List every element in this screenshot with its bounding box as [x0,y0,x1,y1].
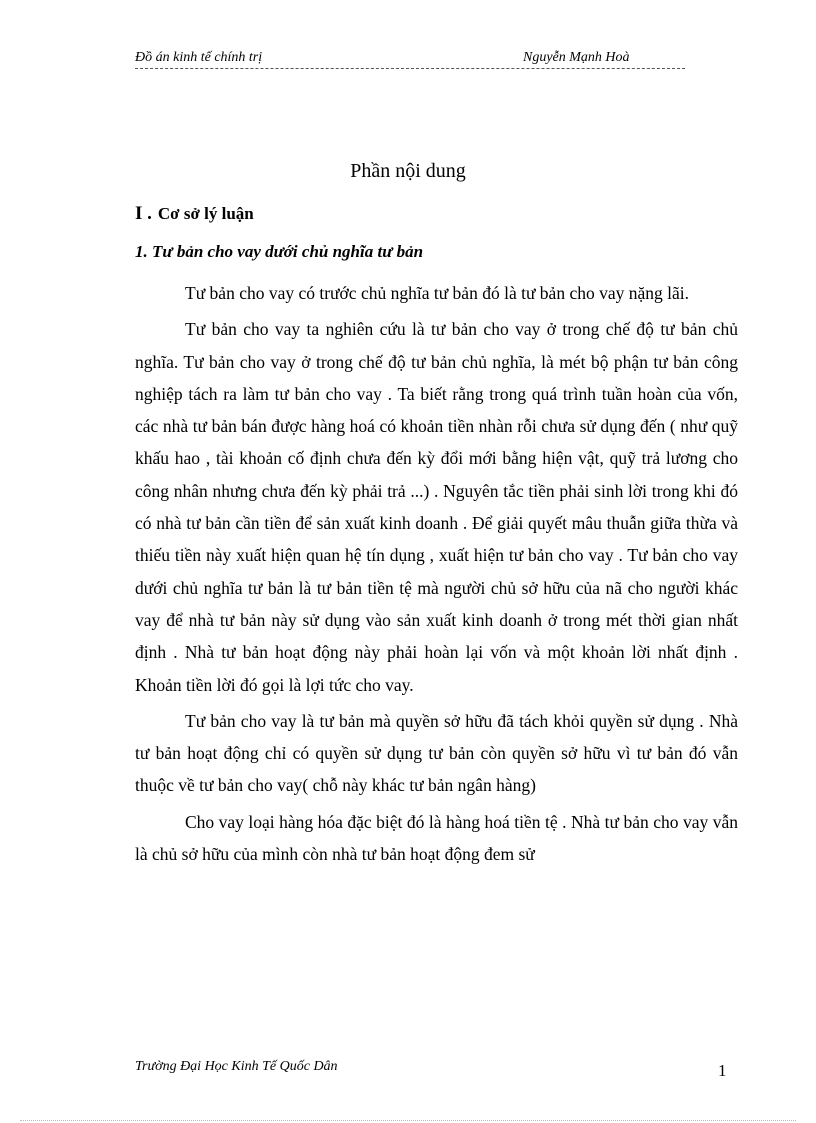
paragraph-2: Tư bản cho vay ta nghiên cứu là tư bản cho vay ở trong chế độ tư bản chủ nghĩa. Tư bản cho vay ở trong chế độ tư bản chủ nghĩa, là mét bộ phận tư bản công nghiệp tách ra làm tư bản cho vay . Ta biết rằng trong quá trình tuần hoàn của vốn, các nhà tư bản bán được hàng hoá có khoản tiền nhàn rỗi chưa sử dụng đến ( như quỹ khấu hao , tài khoản cố định chưa đến kỳ đổi mới bằng hiện vật, quỹ trả lương cho công nhân nhưng chưa đến kỳ phải trả ...) . Nguyên tắc tiền phải sinh lời trong khi đó có nhà tư bản cần tiền để sản xuất kinh doanh . Để giải quyết mâu thuẫn giữa thừa và thiếu tiền này xuất hiện quan hệ tín dụng , xuất hiện tư bản cho vay . Tư bản cho vay dưới chủ nghĩa tư bản là tư bản tiền tệ mà người chủ sở hữu của nã cho người khác vay để nhà tư bản này sử dụng vào sản xuất kinh doanh ở trong mét thời gian nhất định . Nhà tư bản hoạt động này phải hoàn lại vốn và một khoản lời nhất định . Khoản tiền lời đó gọi là lợi tức cho vay. [135,319,738,695]
paragraph-3: Tư bản cho vay là tư bản mà quyền sở hữu đã tách khỏi quyền sử dụng . Nhà tư bản hoạt động chỉ có quyền sử dụng tư bản còn quyền sở hữu vì tư bản đó vẫn thuộc về tư bản cho vay( chỗ này khác tư bản ngân hàng) [135,710,738,796]
section-title: Phần nội dung [350,160,466,182]
heading-level-2: 1. Tư bản cho vay dưới chủ nghĩa tư bản [135,242,424,261]
page-number: 1 [718,1061,727,1080]
heading-level-1 [135,203,254,225]
heading-1-number: I . [135,203,152,224]
header-document-title: Đồ án kinh tế chính trị [135,50,263,65]
body-text [135,277,738,874]
page-bottom-divider [20,1120,796,1121]
heading-1-text: Cơ sở lý luận [157,204,254,223]
paragraph-1: Tư bản cho vay có trước chủ nghĩa tư bản đó là tư bản cho vay nặng lãi. [185,283,689,303]
header-divider [135,68,685,69]
footer-institution: Trường Đại Học Kinh Tế Quốc Dân [135,1059,338,1074]
header-author: Nguyễn Mạnh Hoà [523,50,630,65]
paragraph-4: Cho vay loại hàng hóa đặc biệt đó là hàng hoá tiền tệ . Nhà tư bản cho vay vẫn là chủ sở hữu của mình còn nhà tư bản hoạt động đem sử [135,811,738,865]
